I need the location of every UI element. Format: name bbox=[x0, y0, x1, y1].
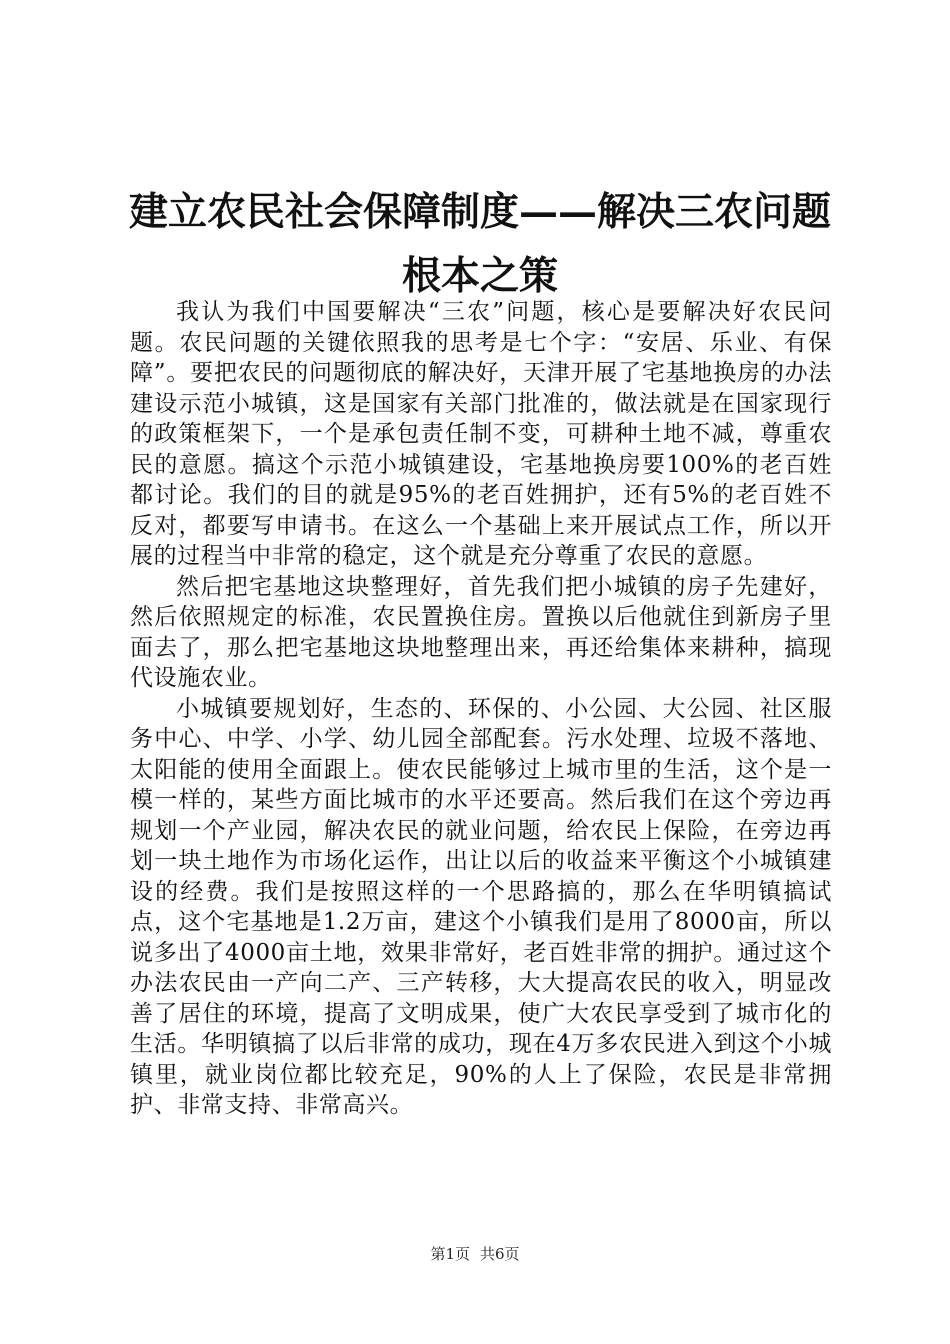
document-title: 建立农民社会保障制度——解决三农问题根本之策 bbox=[128, 189, 831, 299]
page-total: 共6页 bbox=[480, 1245, 520, 1263]
paragraph-3: 小城镇要规划好，生态的、环保的、小公园、大公园、社区服务中心、中学、小学、幼儿园全部配套。污水处理、垃圾不落地、太阳能的使用全面跟上。使农民能够过上城市里的生活，这个是一模一样的，某些方面比城市的水平还要高。然后我们在这个旁边再规划一个产业园，解决农民的就业问题，给农民上保险，在旁边再划一块土地作为市场化运作，出让以后的收益来平衡这个小城镇建设的经费。我们是按照这样的一个思路搞的，那么在华明镇搞试点，这个宅基地是1.2万亩，建这个小镇我们是用了8000亩，所以说多出了4000亩土地，效果非常好，老百姓非常的拥护。通过这个办法农民由一产向二产、三产转移，大大提高农民的收入，明显改善了居住的环境，提高了文明成果，使广大农民享受到了城市化的生活。华明镇搞了以后非常的成功，现在4万多农民进入到这个小城镇里，就业岗位都比较充足，90%的人上了保险，农民是非常拥护、非常支持、非常高兴。 bbox=[130, 695, 832, 1118]
paragraph-2: 然后把宅基地这块整理好，首先我们把小城镇的房子先建好，然后依照规定的标准，农民置换住房。置换以后他就住到新房子里面去了，那么把宅基地这块地整理出来，再还给集体来耕种，搞现代设施农业。 bbox=[130, 573, 832, 691]
paragraph-1: 我认为我们中国要解决“三农”问题，核心是要解决好农民问题。农民问题的关键依照我的思考是七个字：“安居、乐业、有保障”。要把农民的问题彻底的解决好，天津开展了宅基地换房的办法建设示范小城镇，这是国家有关部门批准的，做法就是在国家现行的政策框架下，一个是承包责任制不变，可耕种土地不减，尊重农民的意愿。搞这个示范小城镇建设，宅基地换房要100%的老百姓都讨论。我们的目的就是95%的老百姓拥护，还有5%的老百姓不反对，都要写申请书。在这么一个基础上来开展试点工作，所以开展的过程当中非常的稳定，这个就是充分尊重了农民的意愿。 bbox=[130, 299, 832, 569]
page-number: 第1页 bbox=[430, 1245, 470, 1263]
page-footer bbox=[0, 1244, 950, 1264]
document-body bbox=[130, 297, 832, 1121]
